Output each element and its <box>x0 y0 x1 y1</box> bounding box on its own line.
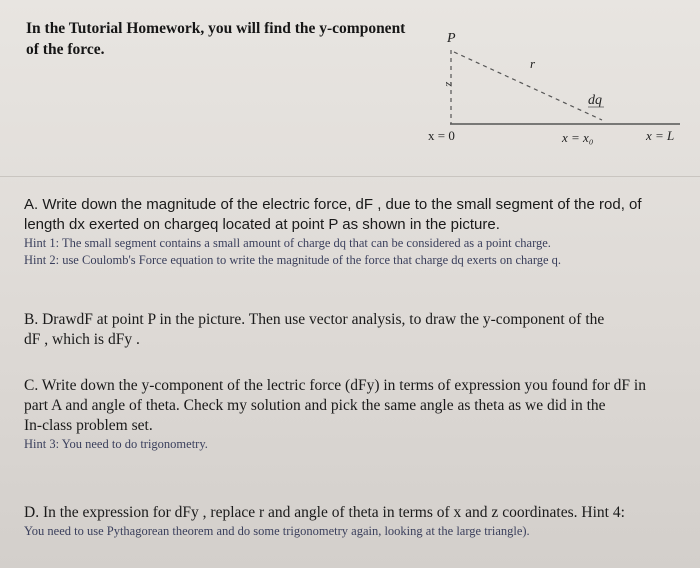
r-line <box>454 52 602 120</box>
divider <box>0 176 700 177</box>
diagram-label-z: z <box>443 82 457 87</box>
hint-2: Hint 2: use Coulomb's Force equation to write the magnitude of the force that charge dq exerts on charge q. <box>24 253 562 267</box>
section-d <box>24 503 692 540</box>
diagram-label-x0: x = 0 <box>428 128 455 143</box>
section-a-line-1: A. Write down the magnitude of the electric force, dF , due to the small segment of the rod, of <box>24 196 642 213</box>
rod-diagram <box>410 24 700 154</box>
section-a-line-2: length dx exerted on chargeq located at point P as shown in the picture. <box>24 216 500 233</box>
section-d-line-1: D. In the expression for dFy , replace r and angle of theta in terms of x and z coordinates. Hint 4: <box>24 504 625 521</box>
section-b-line-2: dF , which is dFy . <box>24 331 140 348</box>
section-b-line-1: B. DrawdF at point P in the picture. Then use vector analysis, to draw the y-component of the <box>24 311 605 328</box>
diagram-label-xl: x = L <box>646 128 675 143</box>
diagram-label-r: r <box>530 56 536 71</box>
intro-line-1: In the Tutorial Homework, you will find the y-component <box>26 20 406 37</box>
diagram-label-xx0: x = x₀ <box>562 130 594 145</box>
section-c-line-3: In-class problem set. <box>24 417 153 434</box>
section-a <box>24 195 692 269</box>
intro-text <box>26 18 416 60</box>
section-c-line-2: part A and angle of theta. Check my solution and pick the same angle as theta as we did in the <box>24 397 606 414</box>
diagram-label-dq: dq <box>588 93 602 108</box>
hint-1: Hint 1: The small segment contains a small amount of charge dq that can be considered as a point charge. <box>24 236 551 250</box>
diagram-label-p: P <box>447 31 456 46</box>
hint-3: Hint 3: You need to do trigonometry. <box>24 437 208 451</box>
section-c-line-1: C. Write down the y-component of the lectric force (dFy) in terms of expression you found for dF in <box>24 377 646 394</box>
section-b <box>24 310 692 350</box>
section-c <box>24 376 692 453</box>
section-d-line-2: You need to use Pythagorean theorem and do some trigonometry again, looking at the large triangle). <box>24 524 530 538</box>
intro-line-2: of the force. <box>26 41 105 58</box>
